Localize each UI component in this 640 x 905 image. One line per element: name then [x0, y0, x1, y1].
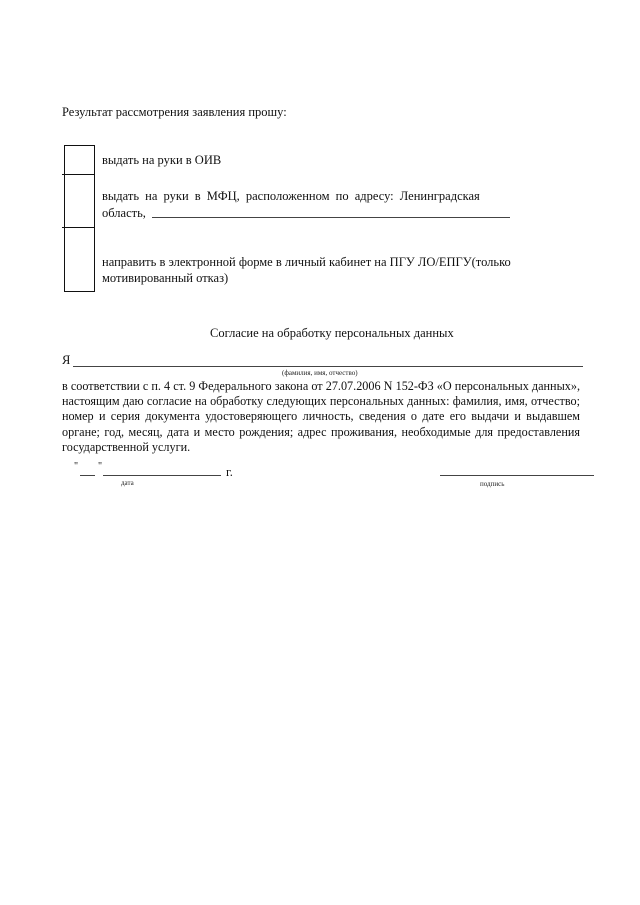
mfc-address-field[interactable] [152, 217, 510, 218]
consent-i-label: Я [62, 353, 71, 367]
signature-field[interactable] [440, 475, 594, 476]
option-mfc-line2: область, [102, 206, 146, 220]
day-field[interactable] [80, 475, 95, 476]
fio-field[interactable] [73, 366, 583, 367]
month-year-field[interactable] [103, 475, 221, 476]
option-mfc-line1: выдать на руки в МФЦ, расположенном по адресу: Ленинградская [102, 189, 480, 203]
fio-caption: (фамилия, имя, отчество) [282, 369, 358, 377]
date-quote-open: " [74, 461, 79, 472]
option-electronic-line2: мотивированный отказ) [102, 271, 229, 285]
consent-title: Согласие на обработку персональных данных [210, 326, 454, 340]
option-oiv-label: выдать на руки в ОИВ [102, 153, 222, 167]
result-heading: Результат рассмотрения заявления прошу: [62, 105, 287, 119]
signature-caption: подпись [480, 480, 505, 488]
option-electronic-line1: направить в электронной форме в личный кабинет на ПГУ ЛО/ЕПГУ(только [102, 255, 511, 269]
date-quote-close: " [98, 461, 103, 472]
consent-text: в соответствии с п. 4 ст. 9 Федерального закона от 27.07.2006 N 152-ФЗ «О персональных данных», настоящим даю согласие на обработку следующих персональных данных: фамилия, имя, отчество; номер и серия документа удостоверяющего личность, сведения о дате его выдачи и выдавшем органе; год, месяц, дата и место рождения; адрес проживания, необходимые для предоставления государственной услуги. [62, 379, 580, 454]
year-suffix: г. [226, 465, 233, 479]
date-caption: дата [121, 479, 134, 487]
